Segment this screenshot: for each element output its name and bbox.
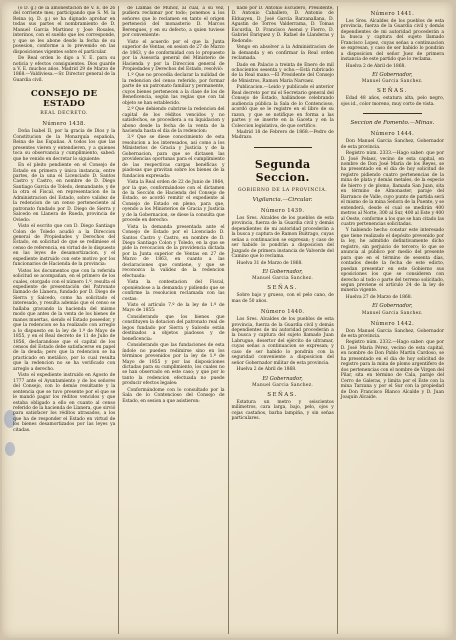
signature-name: Manuel Garcia Sanchez. [252,382,314,388]
paragraph: Los Sres. Alcaldes de los pueblos de esta provincia, fuerza de la Guardia civil y demás dependientes de mi autoridad procederán a la busca y captura del sujeto llamado Francisco Lopez, cuyas señas a continuacion se expresan, y caso de ser habido lo pondrán a disposicion del señor Juez de primera instancia de este partido que lo reclama. [340,19,444,63]
paragraph: Don Manuel Garcia Sanchez, Gobernador de esta provincia. [340,139,444,150]
columns [10,6,447,634]
paragraph: Vistos los documentos que con la referida solicitud se acompañan, en el primero de los cuales, otorgado con el número 1.º, resulta el expediente de presentación del Patronato llamado de Llanera, fundado por D. Diego de Sierra y Salcedo, como ha solicitado el interesado, y resulta además que el censo se hallaba gravando la hacienda del mismo modo que antes de la venta de los bienes de manos muertas, siendo el Estado poseedor, y que la redencion se ha realizado con arreglo a lo dispuesto en la ley de 1.º de Mayo de 1855, y en el Real decreto de 11 de Julio de 1856, declarandose que el capital de los censos del Estado debe satisfacerse en papel de la deuda; pero que la redencion se ha practicado en metálico, por lo cual resulta que la redencion no se ha verificado con arreglo a derecho. [13,268,116,372]
paragraph: Registro núm. 2332.—Hago saber: que por D. José María Pérez, vecino de esta capital, en nombre de Don Pablo Martin Cardoso, se ha presentado en el dia de hoy solicitud de registro para la mina de plomo argentífero de dos pertenencias con el nombre de Virgen del Pilar, sita en término de Cala, paraje del Cerro de Galeras, y limita por el Este con la mina Tarzana y por el Sur con la propiedad de Don Francisco Blanco Alcalde y D. Juan Joaquin Alcaide. [340,340,444,400]
section-heading: CONSEJO DE ESTADO [30,89,98,110]
paragraph: Conformándome con lo consultado por la Sala de lo Contencioso del Consejo de Estado, en sesion a que asistieron: [122,387,225,404]
paragraph: 1.º Que no procedía declarar la nulidad de la redencion del censo referido, por formar parte de un patronato familiar y permanente, cuyos bienes pertenecen a la clase de los de Beneficencia, según las reglas que con tal objeto se han establecido. [122,73,225,106]
notice-number: Número 1440. [260,309,305,316]
subsection-heading: Vigilancia.—Circular. [252,196,313,203]
paragraph: Edad 48 años, estatura alta, pelo negro, ojos id., color moreno, muy corto de vista. [340,96,444,107]
paragraph: Considerando que las fundaciones de esta índole no pueden redimirse sino en los términos prevenidos por la ley de 1.º de Mayo de 1855 y por las disposiciones dictadas para su cumplimiento, los cuales no se han observado en este caso; y que por lo tanto la redencion efectuada no puede producir efectos legales: [122,343,225,387]
paragraph: Vista la demanda presentada ante el Consejo de Estado por el Licenciado D. Santos Castro y Castro, en nombre de D. Diego Santiago Colon y Toledo, en la que se pide la revocacion de la providencia dictada por la Junta superior de Ventas en 27 de Marzo de 1863, en cuanto a las declaraciones que contiene, y que se reconozca la validez de la redencion efectuada: [122,224,225,279]
paragraph: de Llamas de Muñoz, al cual, a su vez, pudiera reclamar por todo; ponemos a los señores que lo reclamen en tanto el origen perteneció del monasterio D. Marcos Berengues, y en su defecto, a quien tuviese por conveniente: [122,6,225,39]
divider [363,113,422,114]
signature-title: El Gobernador, [372,303,413,310]
paragraph: Visto el expediente instruido en Agosto de 1777 ante el Ayuntamiento y de los señores del Consejo, con lo demás resultante y la sentencia que se tuvo presente por el que se le mandó pagar los réditos vencidos y que estaba obligado a ello en cuanto al censo referido de la hacienda de Llanera, que sirvió para satisfacer los réditos atrasados, a los que ha de responder el Estado en virtud de los bienes desamortizados por las leyes ya citadas. [13,373,116,433]
paragraph: Considerando que los bienes que constituyen la dotacion del patronato real de legos fundado por Sierra y Salcedo están destinados a objetos piadosos y de beneficencia: [122,314,225,342]
paragraph: nado por D. Antonio Escudero, Presidente, D. Antonio Caballero, D. Antonio de Elduayen, D. José García Barzanallana, D. Agustin de Torres Valderrama, D. Tomas Escurdia, D. Francisco Asensi y Fierro, D. Gabriel Enriquez y D. Rafael de Llanderas y Redondo: [231,6,334,44]
notice-number: Número 1441. [370,11,415,17]
description-heading: SEÑAS. [267,391,298,398]
paragraph: Publicacion.—Leido y publicado el anterior Real decreto por mí el Secretario general del Consejo de Estado, hallándose celebrando audiencia pública la Sala de lo Contencioso, acordó que se le registre en el libro de su razon, y que se notifique en forma a las partes y se inserte en la Gaceta y en la Coleccion legislativa, de que certifico. [231,85,334,129]
column-4 [338,6,447,634]
paragraph: Visto el escrito que con D. Diego Santiago Colon de Toledo acudió a la Direccion general de Propiedades y Derechos del Estado, en solicitud de que se redimiese el censo de referencia, en virtud de lo dispuesto en las leyes de desamortizacion, y el expediente instruido con este motivo por los funcionarios de Hacienda de la provincia: [13,224,116,268]
paragraph: Registro núm. 2333.—Hago saber: que por D. José Pelaez, vecino de esta capital, en nombre de Don José María de los Reyes, se ha presentado en el dia de hoy solicitud de registro pidiendo cuatro pertenencias de la mina de plata y demás metales, de la especie de hierro y de plomo, llamada San Juan, sita en término de Almonaster, paraje del Barranco de Valle, cuyo punto de partida será el mismo de la mina Señora de la Puente, y se entenderá, desde el cual se medirán 400 metros al Norte, 300 al Sur, 400 al Este y 400 al Oeste, conforme a los que se han citado las cuatro pertenencias solicitadas. [340,151,444,227]
notice-number: Número 1444. [370,131,415,138]
signature-title: El Gobernador, [372,72,413,79]
signature-name: Manuel Garcia Sanchez. [361,310,423,316]
signature-name: Manuel Garcia Sanchez. [252,276,314,282]
signature-title: El Gobernador, [262,375,303,382]
column-1 [10,6,119,634]
paragraph: Doña Isabel II, por la gracia de Dios y la Constitucion de la Monarquía española, Reina de las Españas. A todos los que las presentes vieren y entendieren, y a quienes toca su observancia y cumplimiento, sabed: que he venido en decretar lo siguiente: [13,129,116,162]
paragraph: Huelva 2 de Abril de 1868. [345,63,406,69]
notice-number: Número 1442. [370,320,415,327]
column-3 [229,6,338,634]
paragraph: 2.º Que debiendo cubrirse la redencion del capital de los réditos vencidos y no satisfechos, se procediera a su liquidacion y abono desde la fecha de la venta de la hacienda hasta el dia de la redencion: [122,107,225,134]
divider [254,147,312,148]
signature-name: Manuel Garcia Sanchez. [361,79,423,85]
paragraph: Visto el acuerdo por el que la Junta superior de Ventas, en sesion de 27 de Marzo de 1863, y de conformidad con lo propuesto por la Asesoría general del Ministerio de Hacienda y por la Direccion general de Propiedades y Derechos del Estado, resolvió: [122,39,225,72]
paragraph: Huelva 31 de Marzo de 1868. [236,260,303,266]
paragraph: Huelva 27 de Marzo de 1868. [345,294,412,300]
notice-number: Número 1439. [260,207,305,214]
description-heading: SEÑAS. [377,88,408,95]
paragraph: Visto el artículo 7.º de la ley de 1.º de Mayo de 1855: [122,303,225,314]
paragraph: De Real orden lo digo a V. E. para su noticia y efectos consiguientes. Dios guarde a V. E. muchos años. Madrid 29 de Marzo de 1868.—Valdiviesa.—Sr. Director general de la Guardia civil. [13,56,116,83]
paragraph: Y habiendo hecho constar este interesado que tiene realizado el depósito prevenido por la ley, he admitido definitivamente dicho registro, sin perjuicio de tercero; lo que se anuncia al público por medio del presente para que en el término de sesenta días, contados desde la fecha de este edicto, puedan presentar en este Gobierno sus oposiciones los que se consideren con derecho al todo o parte del terreno solicitado, segun previene el artículo 24 de la ley de minería vigente. [340,228,444,294]
paragraph: Don Manuel Garcia Sanchez, Gobernador de esta provincia. [340,328,444,339]
newspaper-page [2,2,453,638]
paragraph: Vista la Real orden de 22 de Junio de 1864, por la que, conformándose con el dictamen de la Sección de Hacienda del Consejo de Estado, se acordó remitir el expediente al Consejo de Estado en pleno, para que, oyendo a los Ministerios de Gracia y Justicia y de la Gobernacion, se diese la consulta que procede en derecho: [122,180,225,224]
paragraph: Los Sres. Alcaldes de los pueblos de esta provincia, fuerza de la Guardia civil y demás dependientes de mi autoridad procederán a la busca y captura de Ramon Buitrago, cuyas señas a continuacion se expresan; y caso de ser habido lo pondrán a disposicion del Juzgado de primera instancia de Valverde del Camino que lo reclama. [231,215,334,260]
paragraph: (o D. g.) de la amonestacion de V. E. de 26 del corriente mes; participando que S. M. la Reina (q. D. g.) se ha dignado aprobar en todas sus partes el nombramiento de D. Manuel Garcia Martinez y Jose Rosales, interinos, con el sueldo que les corresponde, y que se les abone desde la fecha de su posesion, conforme a lo prevenido en las disposiciones vigentes sobre el particular. [13,6,116,55]
paragraph: Estatura un metro y seiscientos milímetros, cara larga, bajo, pelo, ojos y cejas castaños, barba lampiña, y sin señas particulares. [231,399,334,422]
section-heading: Segunda Seccion. [254,157,311,184]
notice-number: Número 1438. [42,121,86,128]
paragraph: Dado en Palacio a treinta de Enero de mil ochocientos sesenta y ocho.—Está rubricado de la Real mano.—El Presidente del Consejo de Ministros, Ramon Maria Narvaez. [231,62,334,84]
signature-title: El Gobernador, [262,268,303,275]
description-heading: SEÑAS. [267,285,298,292]
paragraph: Vista la contestacion del Fiscal, oponiéndose a la demanda y pidiendo que se confirme la resolucion reclamada con las costas: [122,280,225,302]
paragraph: Madrid 18 de Febrero de 1868.—Pedro de Madrazo. [231,129,334,141]
paragraph: Los Sres. Alcaldes de los pueblos de esta provincia, fuerza de la Guardia civil y demás dependientes de mi autoridad procederán a la busca y captura del sujeto llamado Juan Labrugue, desertor del ejército de ultramar, cuyas señas a continuacion se expresan; y caso de ser habido lo pondrán con la seguridad conveniente a disposicion del señor Gobernador militar de esta provincia. [231,317,334,366]
paragraph: En el pleito pendiente en el Consejo de Estado en primera y única instancia, entre partes, de la una el Licenciado D. Santos Castro y Castro, en nombre de D. Diego Santiago Garcia de Toledo, demandante, y de la otra el Fiscal, en representacion de la Administracion del Estado, sobre validez de la redencion de un censo perteneciente al patronato fundado por D. Diego de Sierra y Salcedo en Llanera de Rueda, provincia de Oviedo: [13,163,116,223]
paragraph: Huelva 2 de Abril de 1868. [236,367,297,373]
paragraph: Vengo en absolver a la Administracion de la demanda y en confirmar la Real orden reclamada. [231,45,334,62]
column-2 [119,6,228,634]
paragraph: 3.º Que se diese conocimiento de esta resolucion a los interesados, así como a los Ministerios de Gracia y Justicia y de la Gobernacion, para que se dictasen las providencias oportunas para el cumplimiento de las respectivas cargas benéficas y piadosas que gravitan sobre los bienes de la fundacion expresada: [122,135,225,179]
subheading: REAL DECRETO. [40,111,89,117]
paragraph: Sobre bajo y grueso, con el pelo cano, de mas de 50 años. [231,293,334,304]
subsection-heading: Seccion de Fomento.—Minas. [350,120,435,127]
subheading: GOBIERNO DE LA PROVINCIA. [237,187,328,193]
